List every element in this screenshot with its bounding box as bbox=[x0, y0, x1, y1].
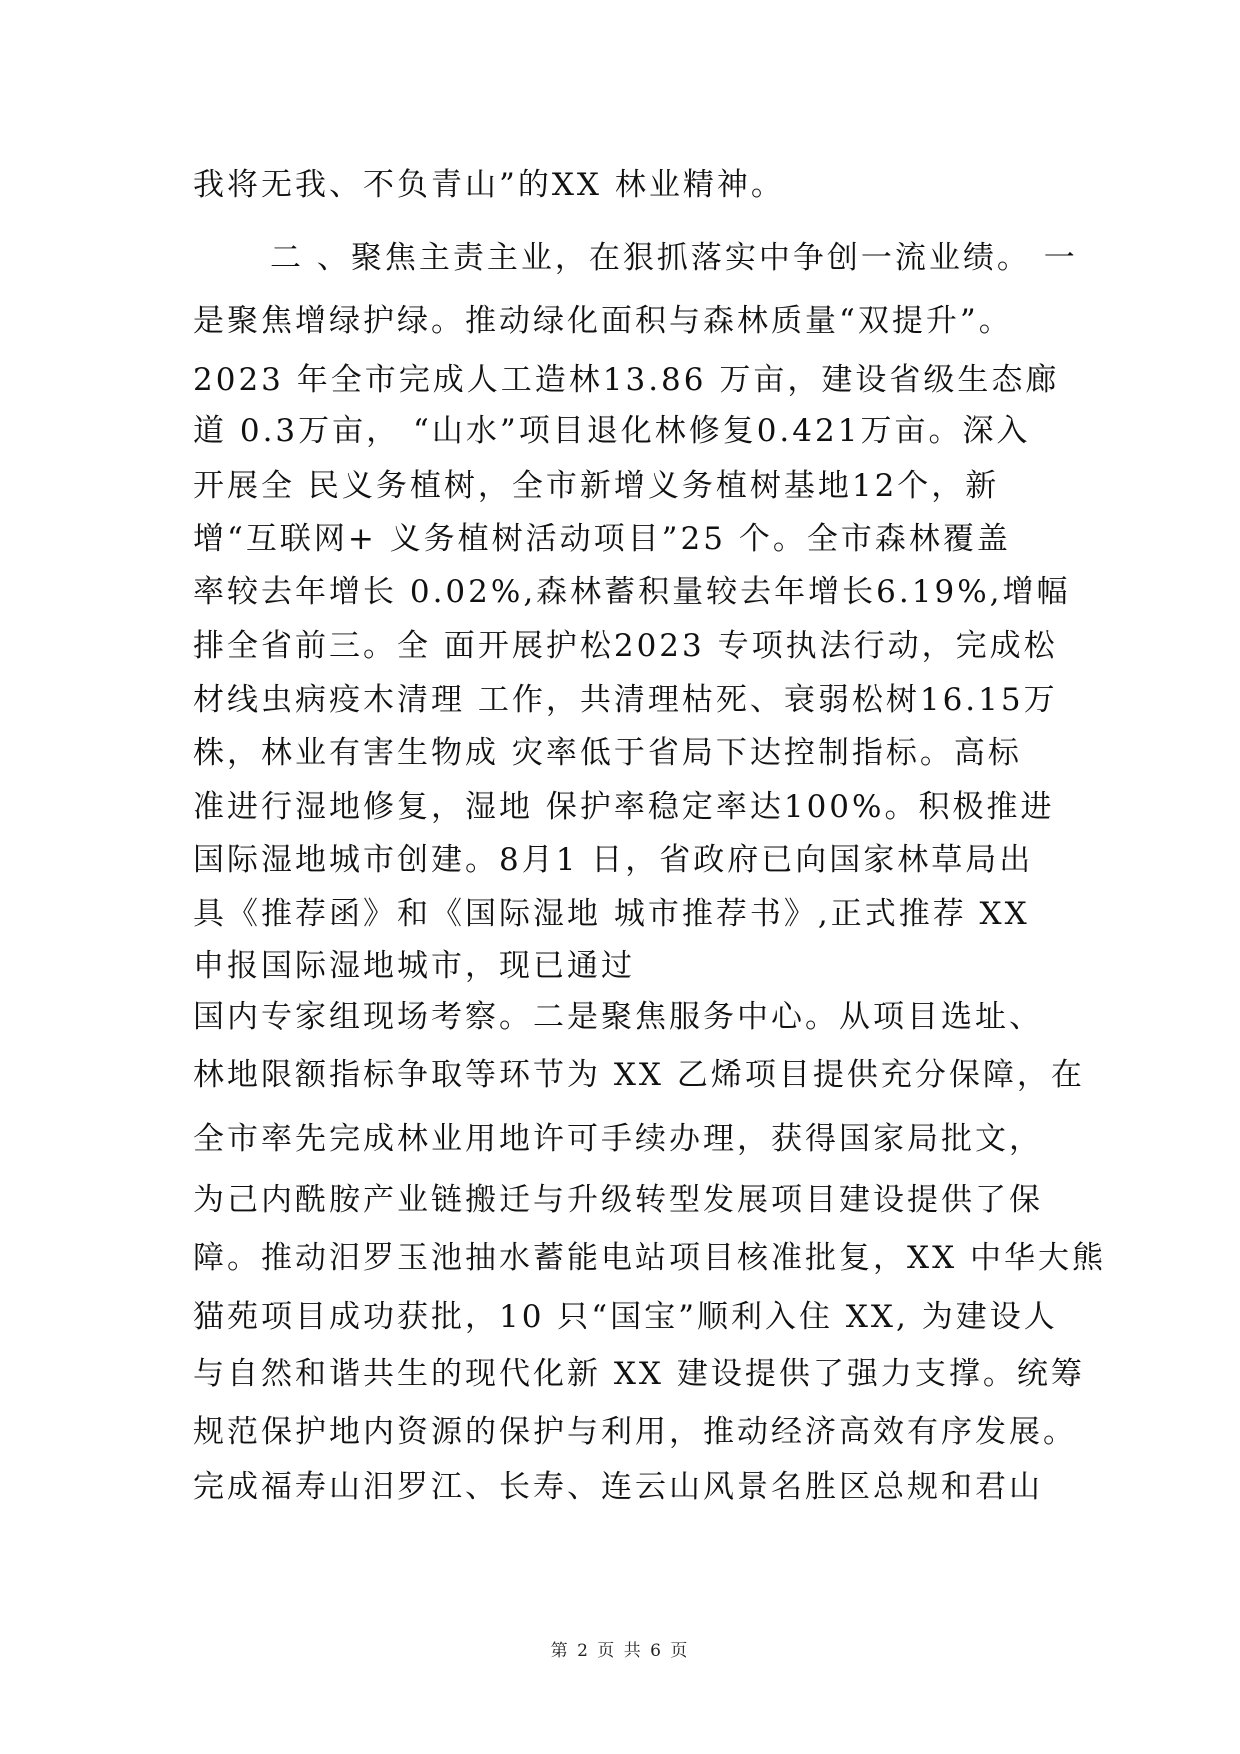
body-text-line: 材线虫病疫木清理 工作，共清理枯死、衰弱松树16.15万 bbox=[193, 682, 1058, 718]
body-text-line: 排全省前三。全 面开展护松2023 专项执法行动，完成松 bbox=[193, 628, 1058, 664]
body-text-line: 猫苑项目成功获批，10 只“国宝”顺利入住 XX, 为建设人 bbox=[193, 1299, 1058, 1335]
body-text-line: 国际湿地城市创建。8月1 日，省政府已向国家林草局出 bbox=[193, 842, 1034, 878]
body-text-line: 株，林业有害生物成 灾率低于省局下达控制指标。高标 bbox=[193, 735, 1022, 771]
body-text-line: 我将无我、不负青山”的XX 林业精神。 bbox=[193, 167, 785, 203]
body-text-line: 二 、聚焦主责主业，在狠抓落实中争创一流业绩。 一 bbox=[270, 240, 1078, 276]
body-text-line: 规范保护地内资源的保护与利用，推动经济高效有序发展。 bbox=[193, 1414, 1077, 1450]
body-text-line: 率较去年增长 0.02%,森林蓄积量较去年增长6.19%,增幅 bbox=[193, 574, 1071, 610]
body-text-line: 为己内酰胺产业链搬迁与升级转型发展项目建设提供了保 bbox=[193, 1182, 1043, 1218]
body-text-line: 国内专家组现场考察。二是聚焦服务中心。从项目选址、 bbox=[193, 999, 1043, 1035]
body-text-line: 道 0.3万亩， “山水”项目退化林修复0.421万亩。深入 bbox=[193, 413, 1031, 449]
body-text-line: 开展全 民义务植树，全市新增义务植树基地12个，新 bbox=[193, 468, 1000, 504]
body-text-line: 准进行湿地修复，湿地 保护率稳定率达100%。积极推进 bbox=[193, 789, 1055, 825]
body-text-line: 增“互联网+ 义务植树活动项目”25 个。全市森林覆盖 bbox=[193, 521, 1011, 557]
body-text-line: 完成福寿山汨罗江、长寿、连云山风景名胜区总规和君山 bbox=[193, 1469, 1043, 1505]
body-text-line: 与自然和谐共生的现代化新 XX 建设提供了强力支撑。统筹 bbox=[193, 1356, 1085, 1392]
body-text-line: 林地限额指标争取等环节为 XX 乙烯项目提供充分保障，在 bbox=[193, 1057, 1085, 1093]
body-text-line: 2023 年全市完成人工造林13.86 万亩，建设省级生态廊 bbox=[193, 362, 1060, 398]
body-text-line: 具《推荐函》和《国际湿地 城市推荐书》,正式推荐 XX bbox=[193, 896, 1030, 932]
body-text-line: 申报国际湿地城市，现已通过 bbox=[193, 948, 635, 984]
body-text-line: 障。推动汨罗玉池抽水蓄能电站项目核准批复，XX 中华大熊 bbox=[193, 1240, 1106, 1276]
body-text-line: 是聚焦增绿护绿。推动绿化面积与森林质量“双提升”。 bbox=[193, 303, 1013, 339]
body-text-line: 全市率先完成林业用地许可手续办理，获得国家局批文， bbox=[193, 1121, 1043, 1157]
page-number-footer: 第 2 页 共 6 页 bbox=[550, 1641, 690, 1661]
